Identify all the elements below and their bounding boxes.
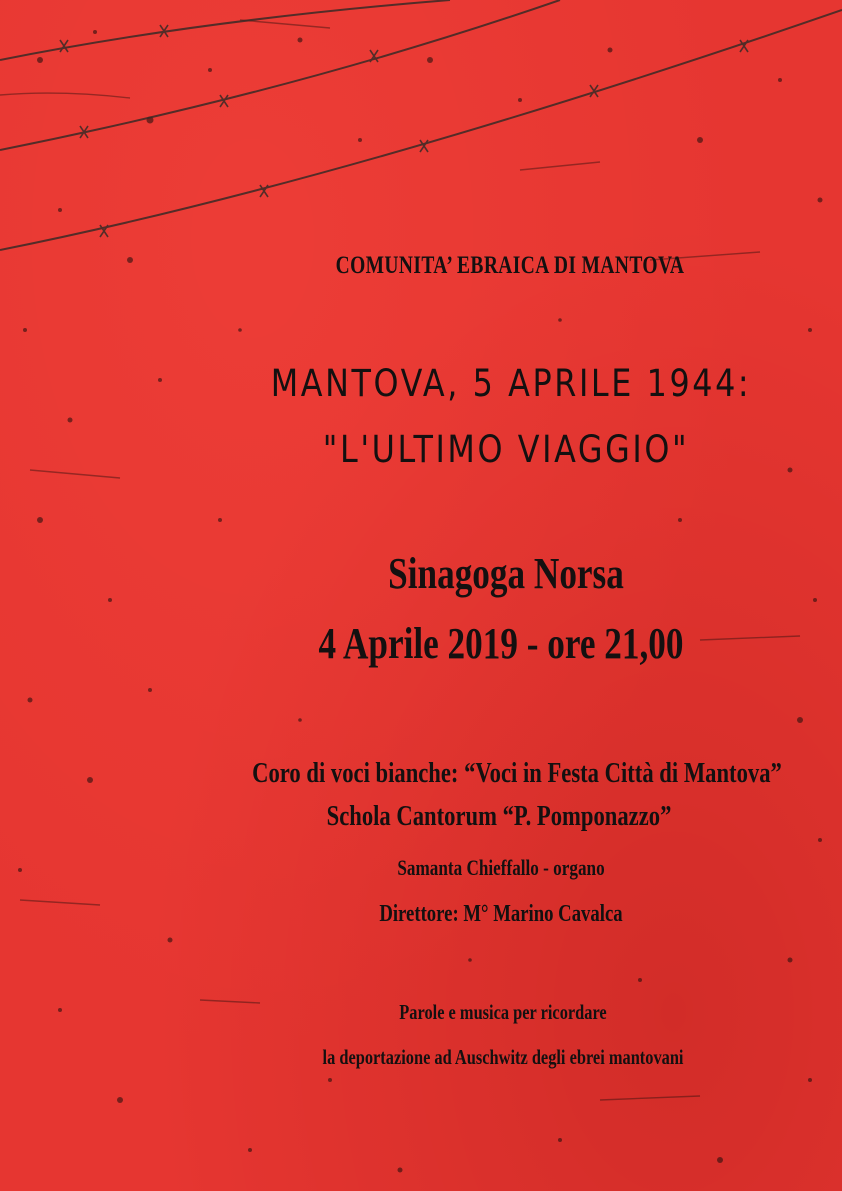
description-line-2: la deportazione ad Auschwitz degli ebrei mantovani bbox=[322, 1045, 684, 1069]
event-venue: Sinagoga Norsa bbox=[388, 549, 624, 598]
organizer-title: COMUNITA’ EBRAICA DI MANTOVA bbox=[335, 252, 685, 279]
schola-credit: Schola Cantorum “P. Pomponazzo” bbox=[326, 800, 672, 832]
headline-line-2: "L'ULTIMO VIAGGIO" bbox=[322, 428, 690, 471]
event-date-time: 4 Aprile 2019 - ore 21,00 bbox=[318, 619, 684, 668]
director-credit: Direttore: M° Marino Cavalca bbox=[379, 901, 623, 927]
barbed-wire-icon bbox=[0, 0, 842, 250]
choir-credit: Coro di voci bianche: “Voci in Festa Città di Mantova” bbox=[252, 757, 782, 789]
headline-line-1: MANTOVA, 5 APRILE 1944: bbox=[270, 362, 752, 405]
description-line-1: Parole e musica per ricordare bbox=[399, 1000, 607, 1024]
organ-credit: Samanta Chieffallo - organo bbox=[397, 855, 605, 880]
